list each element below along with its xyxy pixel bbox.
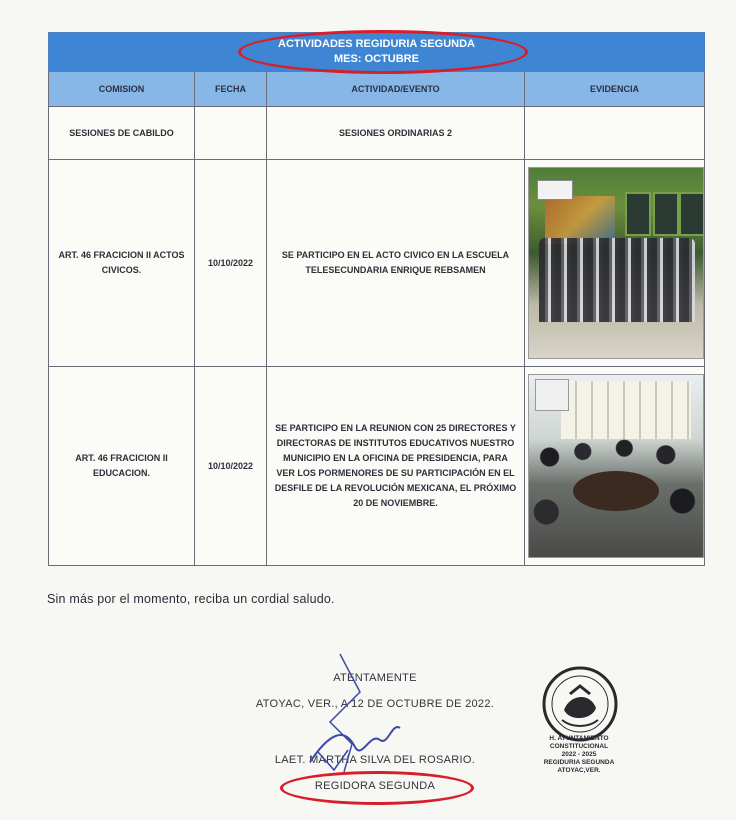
- cell-actividad: SE PARTICIPO EN LA REUNION CON 25 DIRECTORES Y DIRECTORAS DE INSTITUTOS EDUCATIVOS NUESTRO MUNICIPIO EN LA OFICINA DE PRESIDENCIA, PARA VER LOS PORMENORES DE SU PARTICIPACIÓN EN EL DESFILE DE LA REVOLUCIÓN MEXICANA, EL PRÓXIMO 20 DE NOVIEMBRE.: [267, 367, 525, 566]
- photo-banner: [535, 379, 569, 411]
- photo-banner: [537, 180, 573, 200]
- closing-text: Sin más por el momento, reciba un cordial saludo.: [47, 592, 335, 606]
- column-header-evidencia: EVIDENCIA: [525, 72, 705, 107]
- column-header-comision: COMISION: [49, 72, 195, 107]
- cell-actividad: SESIONES ORDINARIAS 2: [267, 107, 525, 160]
- cell-fecha: 10/10/2022: [195, 367, 267, 566]
- photo-meeting-table: [573, 471, 659, 511]
- photo-window: [679, 192, 704, 236]
- cell-comision: ART. 46 FRACICION II EDUCACION.: [49, 367, 195, 566]
- cell-comision: SESIONES DE CABILDO: [49, 107, 195, 160]
- cell-evidencia: [525, 367, 705, 566]
- cell-fecha: [195, 107, 267, 160]
- title-highlight-oval: [238, 30, 528, 74]
- seal-line-4: ATOYAC,VER.: [557, 767, 601, 774]
- signer-name: LAET. MARTHA SILVA DEL ROSARIO.: [274, 754, 476, 766]
- handwritten-signature: [300, 652, 410, 782]
- activities-table: [48, 32, 705, 566]
- photo-crowd: [539, 238, 695, 322]
- cell-actividad: SE PARTICIPO EN EL ACTO CIVICO EN LA ESCUELA TELESECUNDARIA ENRIQUE REBSAMEN: [267, 160, 525, 367]
- role-highlight-oval: [280, 771, 474, 805]
- column-header-actividad: ACTIVIDAD/EVENTO: [267, 72, 525, 107]
- signer-role: REGIDORA SEGUNDA: [314, 780, 436, 792]
- photo-window: [625, 192, 651, 236]
- cell-evidencia: [525, 160, 705, 367]
- table-row: [49, 367, 705, 566]
- seal-line-1: H. AYUNTAMIENTO CONSTITUCIONAL: [549, 735, 609, 750]
- photo-mural: [545, 196, 615, 244]
- evidence-photo-meeting: [528, 374, 704, 558]
- seal-line-3: REGIDURIA SEGUNDA: [543, 759, 615, 766]
- photo-window: [653, 192, 679, 236]
- evidence-photo-civic-act: [528, 167, 704, 359]
- cell-evidencia: [525, 107, 705, 160]
- table-row: [49, 160, 705, 367]
- seal-line-2: 2022 - 2025: [561, 751, 597, 758]
- table-title: ACTIVIDADES REGIDURIA SEGUNDA: [278, 38, 475, 50]
- atentamente-text: ATENTAMENTE: [333, 672, 417, 684]
- cell-fecha: 10/10/2022: [195, 160, 267, 367]
- photo-window-blinds: [561, 381, 691, 439]
- table-row: [49, 107, 705, 160]
- table-header-row: [49, 72, 705, 107]
- seal-caption: [524, 735, 634, 775]
- official-seal-icon: [540, 664, 620, 744]
- table-subtitle: MES: OCTUBRE: [334, 53, 419, 65]
- column-header-fecha: FECHA: [195, 72, 267, 107]
- place-date-text: ATOYAC, VER., A 12 DE OCTUBRE DE 2022.: [255, 698, 495, 710]
- cell-comision: ART. 46 FRACICION II ACTOS CIVICOS.: [49, 160, 195, 367]
